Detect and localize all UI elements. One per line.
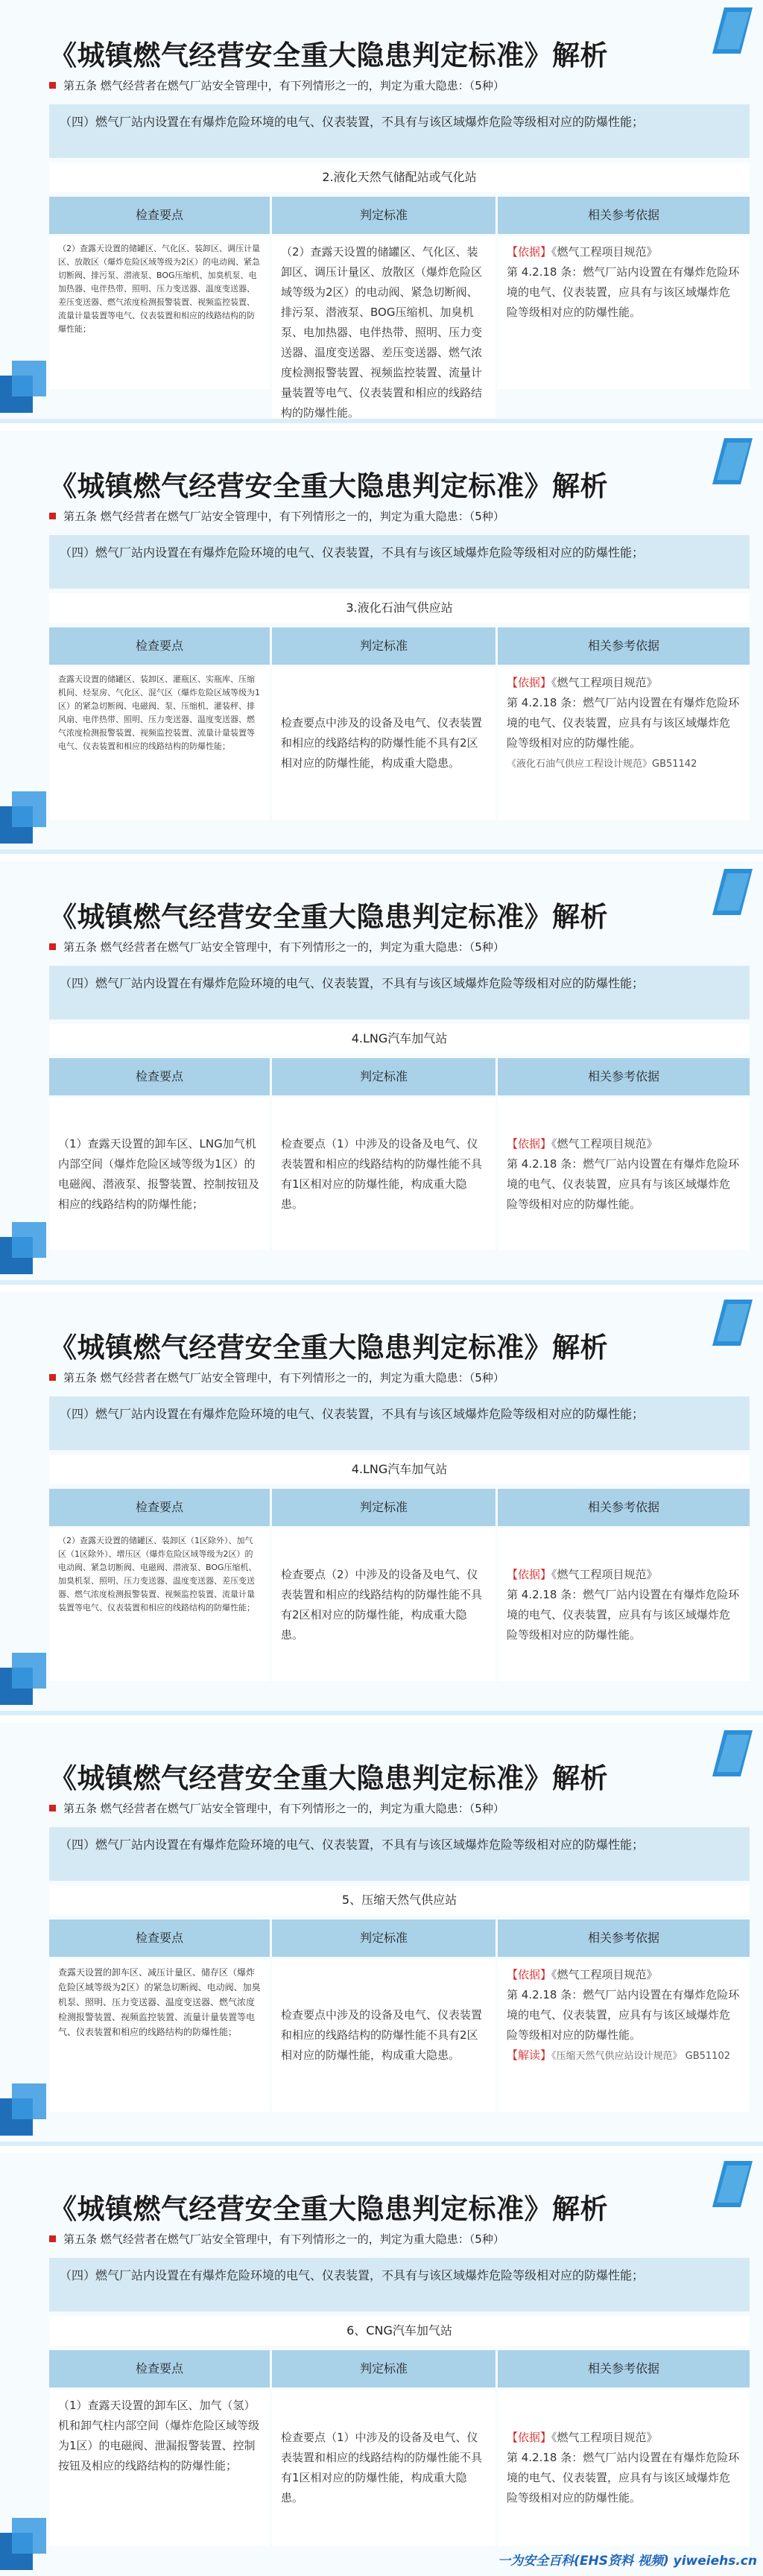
column-header-check: 检查要点 bbox=[49, 197, 270, 234]
standard-cell: 检查要点中涉及的设备及电气、仪表装置和相应的线路结构的防爆性能不具有2区相对应的防爆性能，构成重大隐患。 bbox=[272, 667, 496, 820]
corner-decoration-icon bbox=[711, 869, 753, 915]
corner-decoration-icon bbox=[711, 7, 753, 54]
item-four-text: （四）燃气厂站内设置在有爆炸危险环境的电气、仪表装置，不具有与该区域爆炸危险等级相对应的防爆性能； bbox=[49, 2258, 750, 2311]
basis-cell: 【依据】《燃气工程项目规范》 第 4.2.18 条：燃气厂站内设置在有爆炸危险环境的电气、仪表装置，应具有与该区域爆炸危险等级相对应的防爆性能。 bbox=[498, 236, 750, 389]
bullet-icon bbox=[49, 1374, 56, 1381]
slide-1 bbox=[0, 0, 763, 423]
corner-decoration-icon bbox=[711, 1730, 753, 1776]
check-points-cell: （1）查露天设置的卸车区、LNG加气机内部空间（爆炸危险区域等级为1区）的电磁阀、潜液泵、报警装置、控制按钮及相应的线路结构的防爆性能； bbox=[49, 1098, 270, 1250]
criteria-table bbox=[49, 2350, 750, 2546]
column-header-basis: 相关参考依据 bbox=[498, 1058, 750, 1095]
clause-text: 第五条 燃气经营者在燃气厂站安全管理中，有下列情形之一的，判定为重大隐患：（5种） bbox=[49, 1800, 504, 1816]
check-points-cell: （2）查露天设置的储罐区、装卸区（1区除外）、加气区（1区除外）、增压区（爆炸危险区域等级为2区）的电动阀、紧急切断阀、电磁阀、潜液泵、BOG压缩机、加臭机泵、照明、压力变送器、温度变送器、差压变送器、燃气浓度检测报警装置、视频监控装置、流量计量装置等电气、仪表装置和相应的线路结构的防爆性能； bbox=[49, 1528, 270, 1681]
clause-text: 第五条 燃气经营者在燃气厂站安全管理中，有下列情形之一的，判定为重大隐患：（5种） bbox=[49, 939, 504, 955]
corner-decoration-icon bbox=[0, 2518, 46, 2570]
corner-decoration-icon bbox=[0, 1653, 46, 1705]
column-header-check: 检查要点 bbox=[49, 627, 270, 665]
column-header-standard: 判定标准 bbox=[272, 1489, 496, 1526]
section-subtitle: 3.液化石油气供应站 bbox=[49, 593, 750, 623]
column-header-basis: 相关参考依据 bbox=[498, 1489, 750, 1526]
clause-text: 第五条 燃气经营者在燃气厂站安全管理中，有下列情形之一的，判定为重大隐患：（5种） bbox=[49, 77, 504, 93]
section-subtitle: 6、CNG汽车加气站 bbox=[49, 2316, 750, 2346]
section-subtitle: 4.LNG汽车加气站 bbox=[49, 1455, 750, 1484]
corner-decoration-icon bbox=[711, 2161, 753, 2207]
basis-cell: 【依据】《燃气工程项目规范》 第 4.2.18 条：燃气厂站内设置在有爆炸危险环境的电气、仪表装置，应具有与该区域爆炸危险等级相对应的防爆性能。 【解读】《压缩天然气供应站设计规范》 GB51102 bbox=[498, 1959, 750, 2112]
column-header-check: 检查要点 bbox=[49, 1489, 270, 1526]
column-header-standard: 判定标准 bbox=[272, 197, 496, 234]
item-four-text: （四）燃气厂站内设置在有爆炸危险环境的电气、仪表装置，不具有与该区域爆炸危险等级相对应的防爆性能； bbox=[49, 104, 750, 158]
standard-cell: 检查要点（2）中涉及的设备及电气、仪表装置和相应的线路结构的防爆性能不具有2区相对应的防爆性能，构成重大隐患。 bbox=[272, 1528, 496, 1681]
column-header-check: 检查要点 bbox=[49, 2350, 270, 2387]
section-subtitle: 4.LNG汽车加气站 bbox=[49, 1024, 750, 1054]
basis-cell: 【依据】《燃气工程项目规范》 第 4.2.18 条：燃气厂站内设置在有爆炸危险环境的电气、仪表装置，应具有与该区域爆炸危险等级相对应的防爆性能。 bbox=[498, 2390, 750, 2546]
column-header-standard: 判定标准 bbox=[272, 2350, 496, 2387]
corner-decoration-icon bbox=[0, 791, 46, 844]
column-header-basis: 相关参考依据 bbox=[498, 627, 750, 665]
slide-5 bbox=[0, 1723, 763, 2146]
section-subtitle: 5、压缩天然气供应站 bbox=[49, 1885, 750, 1915]
check-points-cell: 查露天设置的储罐区、装卸区、灌瓶区、实瓶库、压缩机间、烃泵房、气化区、混气区（爆炸危险区域等级为1区）的紧急切断阀、电磁阀、泵、压缩机、灌装秤、排风扇、电伴热带、照明、压力变送器、温度变送器、燃气浓度检测报警装置、视频监控装置、流量计量装置等电气、仪表装置和相应的线路结构的防爆性能； bbox=[49, 667, 270, 820]
criteria-table bbox=[49, 1489, 750, 1681]
slide-title: 《城镇燃气经营安全重大隐患判定标准》解析 bbox=[49, 470, 608, 502]
item-four-text: （四）燃气厂站内设置在有爆炸危险环境的电气、仪表装置，不具有与该区域爆炸危险等级相对应的防爆性能； bbox=[49, 1396, 750, 1450]
standard-cell: 检查要点（1）中涉及的设备及电气、仪表装置和相应的线路结构的防爆性能不具有1区相对应的防爆性能，构成重大隐患。 bbox=[272, 2390, 496, 2546]
slide-6 bbox=[0, 2153, 763, 2576]
bullet-icon bbox=[49, 1805, 56, 1811]
section-subtitle: 2.液化天然气储配站或气化站 bbox=[49, 162, 750, 192]
slide-3 bbox=[0, 861, 763, 1285]
column-header-basis: 相关参考依据 bbox=[498, 2350, 750, 2387]
bullet-icon bbox=[49, 513, 56, 519]
slide-4 bbox=[0, 1292, 763, 1715]
footer-watermark[interactable]: 一为安全百科(EHS资料 视频) yiweiehs.cn bbox=[498, 2554, 757, 2569]
standard-cell: 检查要点（1）中涉及的设备及电气、仪表装置和相应的线路结构的防爆性能不具有1区相对应的防爆性能，构成重大隐患。 bbox=[272, 1098, 496, 1250]
slide-title: 《城镇燃气经营安全重大隐患判定标准》解析 bbox=[49, 39, 608, 72]
slide-title: 《城镇燃气经营安全重大隐患判定标准》解析 bbox=[49, 901, 608, 933]
bullet-icon bbox=[49, 943, 56, 950]
slide-title: 《城镇燃气经营安全重大隐患判定标准》解析 bbox=[49, 2193, 608, 2225]
column-header-basis: 相关参考依据 bbox=[498, 1920, 750, 1957]
column-header-standard: 判定标准 bbox=[272, 627, 496, 665]
standard-cell: （2）查露天设置的储罐区、气化区、装卸区、调压计量区、放散区（爆炸危险区域等级为2区）的电动阀、紧急切断阀、排污泵、潜液泵、BOG压缩机、加臭机泵、电加热器、电伴热带、照明、压力变送器、温度变送器、差压变送器、燃气浓度检测报警装置、视频监控装置、流量计量装置等电气、仪表装置和相应的线路结构的防爆性能。 bbox=[272, 236, 496, 423]
basis-cell: 【依据】《燃气工程项目规范》 第 4.2.18 条：燃气厂站内设置在有爆炸危险环境的电气、仪表装置，应具有与该区域爆炸危险等级相对应的防爆性能。 《液化石油气供应工程设计规范》GB51142 bbox=[498, 667, 750, 820]
item-four-text: （四）燃气厂站内设置在有爆炸危险环境的电气、仪表装置，不具有与该区域爆炸危险等级相对应的防爆性能； bbox=[49, 535, 750, 589]
check-points-cell: 查露天设置的卸车区、减压计量区、储存区（爆炸危险区域等级为2区）的紧急切断阀、电动阀、加臭机泵、照明、压力变送器、温度变送器、燃气浓度检测报警装置、视频监控装置、流量计量装置等电气、仪表装置和相应的线路结构的防爆性能； bbox=[49, 1959, 270, 2112]
bullet-icon bbox=[49, 2235, 56, 2242]
column-header-standard: 判定标准 bbox=[272, 1058, 496, 1095]
standard-cell: 检查要点中涉及的设备及电气、仪表装置和相应的线路结构的防爆性能不具有2区相对应的防爆性能，构成重大隐患。 bbox=[272, 1959, 496, 2112]
criteria-table bbox=[49, 197, 750, 420]
column-header-check: 检查要点 bbox=[49, 1920, 270, 1957]
column-header-basis: 相关参考依据 bbox=[498, 197, 750, 234]
clause-text: 第五条 燃气经营者在燃气厂站安全管理中，有下列情形之一的，判定为重大隐患：（5种） bbox=[49, 1370, 504, 1385]
corner-decoration-icon bbox=[0, 1222, 46, 1274]
clause-text: 第五条 燃气经营者在燃气厂站安全管理中，有下列情形之一的，判定为重大隐患：（5种） bbox=[49, 508, 504, 524]
corner-decoration-icon bbox=[0, 361, 46, 413]
criteria-table bbox=[49, 1058, 750, 1250]
corner-decoration-icon bbox=[711, 438, 753, 484]
column-header-check: 检查要点 bbox=[49, 1058, 270, 1095]
slide-title: 《城镇燃气经营安全重大隐患判定标准》解析 bbox=[49, 1762, 608, 1794]
basis-cell: 【依据】《燃气工程项目规范》 第 4.2.18 条：燃气厂站内设置在有爆炸危险环境的电气、仪表装置，应具有与该区域爆炸危险等级相对应的防爆性能。 bbox=[498, 1528, 750, 1681]
clause-text: 第五条 燃气经营者在燃气厂站安全管理中，有下列情形之一的，判定为重大隐患：（5种） bbox=[49, 2231, 504, 2247]
bullet-icon bbox=[49, 82, 56, 89]
column-header-standard: 判定标准 bbox=[272, 1920, 496, 1957]
item-four-text: （四）燃气厂站内设置在有爆炸危险环境的电气、仪表装置，不具有与该区域爆炸危险等级相对应的防爆性能； bbox=[49, 1827, 750, 1881]
item-four-text: （四）燃气厂站内设置在有爆炸危险环境的电气、仪表装置，不具有与该区域爆炸危险等级相对应的防爆性能； bbox=[49, 966, 750, 1019]
slide-2 bbox=[0, 431, 763, 854]
criteria-table bbox=[49, 1920, 750, 2112]
check-points-cell: （1）查露天设置的卸车区、加气（氢）机和卸气柱内部空间（爆炸危险区域等级为1区）的电磁阀、泄漏报警装置、控制按钮及相应的线路结构的防爆性能； bbox=[49, 2390, 270, 2546]
corner-decoration-icon bbox=[0, 2083, 46, 2136]
criteria-table bbox=[49, 627, 750, 820]
corner-decoration-icon bbox=[711, 1300, 753, 1346]
basis-cell: 【依据】《燃气工程项目规范》 第 4.2.18 条：燃气厂站内设置在有爆炸危险环境的电气、仪表装置，应具有与该区域爆炸危险等级相对应的防爆性能。 bbox=[498, 1098, 750, 1250]
check-points-cell: （2）查露天设置的储罐区、气化区、装卸区、调压计量区、放散区（爆炸危险区域等级为2区）的电动阀、紧急切断阀、排污泵、潜液泵、BOG压缩机、加臭机泵、电加热器、电伴热带、照明、压力变送器、温度变送器、差压变送器、燃气浓度检测报警装置、视频监控装置、流量计量装置等电气、仪表装置和相应的线路结构的防爆性能； bbox=[49, 236, 270, 389]
slide-title: 《城镇燃气经营安全重大隐患判定标准》解析 bbox=[49, 1332, 608, 1364]
